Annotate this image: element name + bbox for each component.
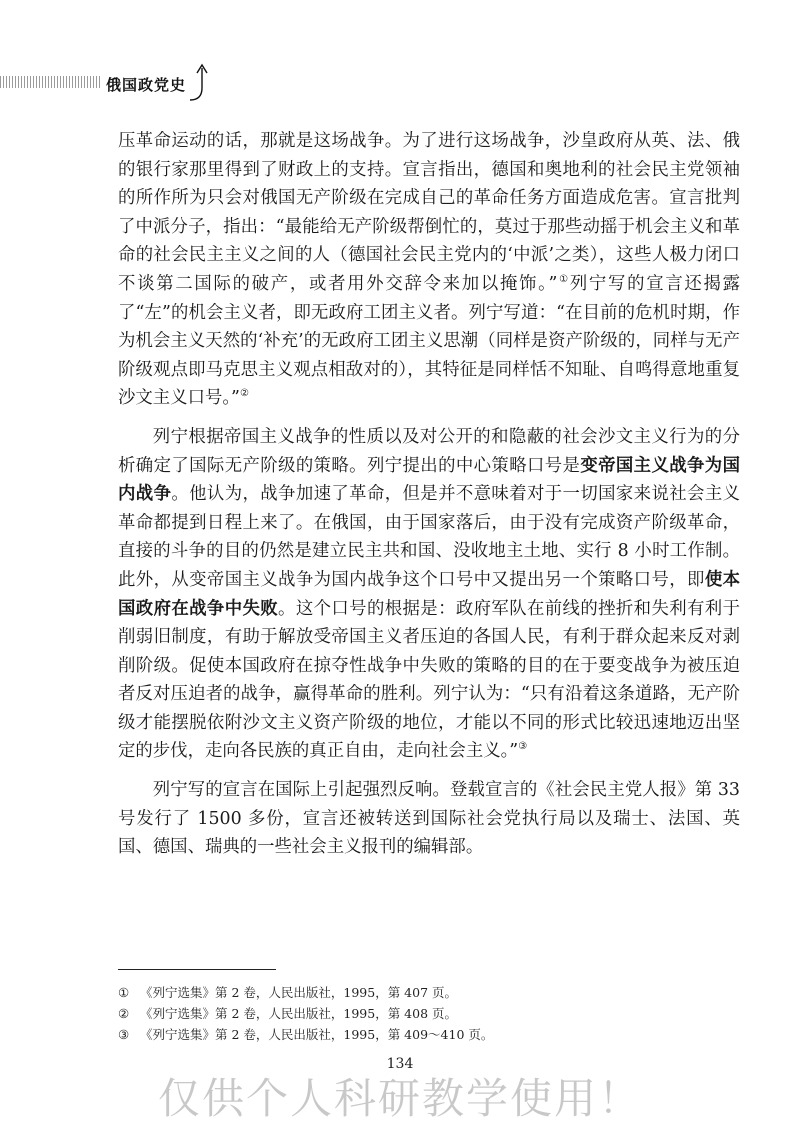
footnote-text: 《列宁选集》第 2 卷，人民出版社，1995，第 409～410 页。 xyxy=(140,1027,494,1042)
footnote-text: 《列宁选集》第 2 卷，人民出版社，1995，第 407 页。 xyxy=(140,985,458,1000)
footnote-mark: ② xyxy=(118,1006,130,1021)
paragraph-text: 。这个口号的根据是：政府军队在前线的挫折和失利有利于削弱旧制度，有助于解放受帝国主义者压迫的各国人民，有利于群众起来反对剥削阶级。促使本国政府在掠夺性战争中失败的策略的目的在于要变战争为被压迫者反对压迫者的战争，赢得革命的胜利。列宁认为：“只有沿着这条道路，无产阶级才能摆脱依附沙文主义资产阶级的地位，才能以不同的形式比较迅速地迈出坚定的步伐，走向各民族的真正自由，走向社会主义。” xyxy=(118,598,740,762)
footnote xyxy=(118,1003,718,1024)
footnote xyxy=(118,982,718,1003)
footnote-text: 《列宁选集》第 2 卷，人民出版社，1995，第 408 页。 xyxy=(140,1006,458,1021)
arrow-up-icon xyxy=(188,62,210,102)
paragraph-text: 列宁写的宣言在国际上引起强烈反响。登载宣言的《社会民主党人报》第 33 号发行了 1500 多份，宣言还被转送到国际社会党执行局以及瑞士、法国、英国、德国、瑞典的一些社会主义报刊的编辑部。 xyxy=(118,780,740,858)
paragraph xyxy=(118,127,740,413)
paragraph-text: 列宁根据帝国主义战争的性质以及对公开的和隐蔽的社会沙文主义行为的分析确定了国际无产阶级的策略。列宁提出的中心策略口号是 xyxy=(118,426,740,476)
header-stripe-decoration xyxy=(0,76,100,88)
footnote-mark: ③ xyxy=(118,1027,130,1042)
footnote-mark: ① xyxy=(118,985,130,1000)
watermark: 仅供个人科研教学使用！ xyxy=(157,1074,642,1123)
paragraph-text: 列宁写的宣言还揭露了“左”的机会主义者，即无政府工团主义者。列宁写道：“在目前的危机时期，作为机会主义天然的‘补充’的无政府工团主义思潮（同样是资产阶级的，同样与无产阶级观点即马克思主义观点相敌对的），其特征是同样恬不知耻、自鸣得意地重复沙文主义口号。” xyxy=(118,273,740,409)
paragraph-text: 。他认为，战争加速了革命，但是并不意味着对于一切国家来说社会主义革命都提到日程上来了。在俄国，由于国家落后，由于没有完成资产阶级革命，直接的斗争的目的仍然是建立民主共和国、没收地主土地、实行 8 小时工作制。此外，从变帝国主义战争为国内战争这个口号中又提出另一个策略口号，即 xyxy=(118,484,740,590)
footnote-ref: ③ xyxy=(518,741,528,753)
footnotes xyxy=(118,982,718,1045)
footnote xyxy=(118,1024,718,1045)
paragraph-text: 压革命运动的话，那就是这场战争。为了进行这场战争，沙皇政府从英、法、俄的银行家那里得到了财政上的支持。宣言指出，德国和奥地利的社会民主党领袖的所作所为只会对俄国无产阶级在完成自己的革命任务方面造成危害。宣言批判了中派分子，指出：“最能给无产阶级帮倒忙的，莫过于那些动摇于机会主义和革命的社会民主主义之间的人（德国社会民主党内的‘中派’之类），这些人极力闭口不谈第二国际的破产，或者用外交辞令来加以掩饰。” xyxy=(118,131,740,294)
emphasized-slogan: 使本国政府在战争中失败 xyxy=(118,569,740,619)
footnote-ref: ① xyxy=(557,274,570,286)
running-header xyxy=(0,62,208,102)
emphasized-slogan: 变帝国主义战争为国内战争 xyxy=(118,455,740,505)
footnote-ref: ② xyxy=(239,388,249,400)
paragraph xyxy=(118,776,740,862)
page-number: 134 xyxy=(386,1056,414,1072)
body-text xyxy=(118,127,740,862)
running-title: 俄国政党史 xyxy=(106,76,187,94)
footnote-divider xyxy=(118,969,276,970)
paragraph xyxy=(118,423,740,766)
